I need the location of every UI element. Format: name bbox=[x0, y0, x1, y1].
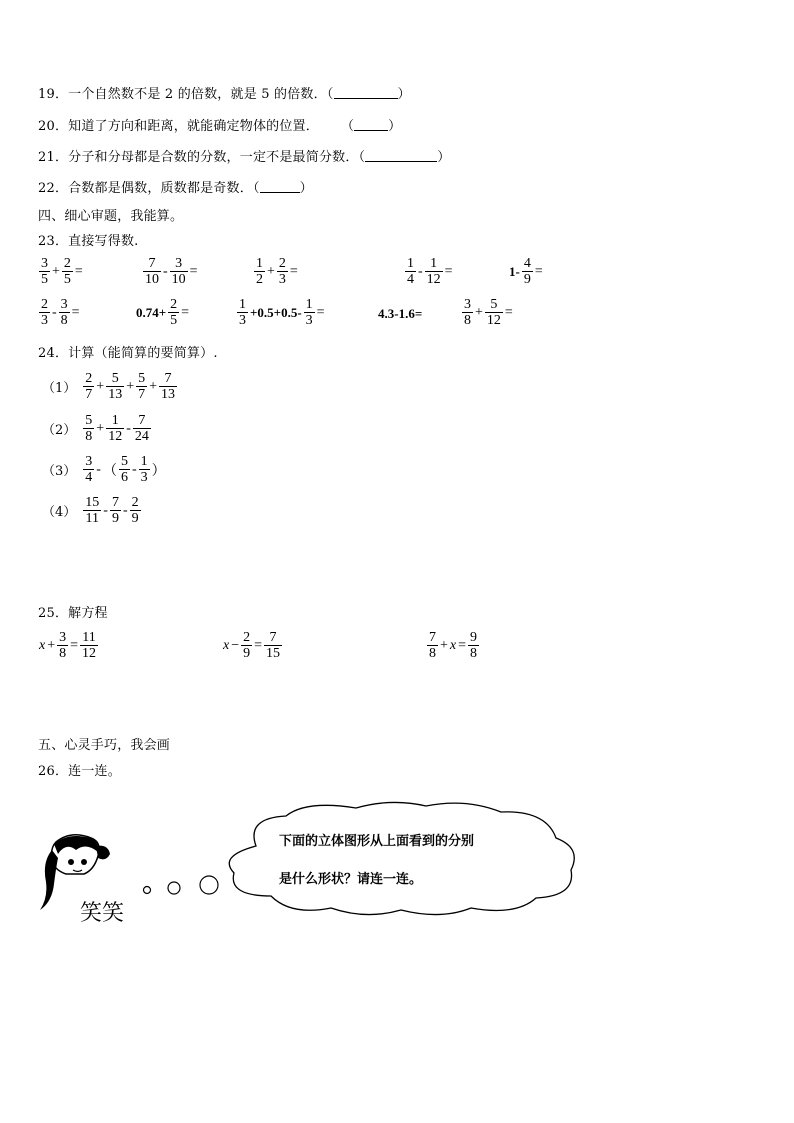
question-number: 19． bbox=[38, 87, 69, 102]
fraction: $\frac{7}{10}$ bbox=[145, 256, 159, 287]
cloud-text-line-2: 是什么形状？请连一连。 bbox=[279, 872, 423, 887]
question-number: 22． bbox=[38, 181, 69, 196]
calc-4.3-minus-1.6: 4.3-1.6= bbox=[378, 306, 423, 321]
calc-0.74-plus-2-5: 0.74+ $\frac{2}{5}$ = bbox=[136, 297, 190, 328]
section-4-title: 四、细心审题，我能算。 bbox=[38, 209, 184, 224]
fraction: $\frac{3}{5}$ bbox=[41, 256, 48, 287]
fraction: $\frac{1}{3}$ bbox=[239, 297, 246, 328]
answer-blank[interactable] bbox=[260, 180, 300, 193]
question-22: 22．合数都是偶数，质数都是奇数．（ ） bbox=[38, 181, 313, 196]
question-20: 20．知道了方向和距离，就能确定物体的位置． （ ） bbox=[38, 119, 402, 134]
fraction: $\frac{2}{5}$ bbox=[170, 297, 178, 328]
equation-2: x − $\frac{2}{9}$ = $\frac{7}{15}$ bbox=[223, 630, 281, 661]
answer-blank[interactable] bbox=[354, 118, 388, 131]
question-text: 知道了方向和距离，就能确定物体的位置． bbox=[68, 119, 319, 134]
answer-blank[interactable] bbox=[365, 149, 437, 162]
fraction: $\frac{2}{3}$ bbox=[278, 256, 286, 287]
fraction: $\frac{3}{8}$ bbox=[60, 297, 68, 328]
question-number: 20． bbox=[38, 119, 69, 134]
calc-3-8-plus-5-12: $\frac{3}{8}$ + $\frac{5}{12}$ = bbox=[464, 297, 513, 328]
speech-cloud bbox=[216, 798, 586, 920]
calc-1-minus-4-9: 1- $\frac{4}{9}$ = bbox=[509, 256, 543, 287]
question-text: 一个自然数不是 2 的倍数，就是 5 的倍数．（ bbox=[68, 87, 334, 102]
question-21: 21．分子和分母都是合数的分数，一定不是最简分数．（ ） bbox=[38, 150, 451, 165]
calc-24-1: （1） $\frac{2}{7}$ + $\frac{5}{13}$ + $\frac{5}{7}$ + $\frac{7}{13}$ bbox=[42, 371, 175, 402]
fraction: $\frac{1}{12}$ bbox=[426, 256, 441, 287]
calc-24-2: （2） $\frac{5}{8}$ + $\frac{1}{12}$ - $\frac{7}{24}$ bbox=[42, 413, 149, 444]
calc-2-3-minus-3-8: $\frac{2}{3}$ - $\frac{3}{8}$ = bbox=[41, 297, 80, 328]
equation-1: x + $\frac{3}{8}$ = $\frac{11}{12}$ bbox=[39, 630, 97, 661]
fraction: $\frac{5}{12}$ bbox=[486, 297, 501, 328]
question-text: 分子和分母都是合数的分数，一定不是最简分数．（ bbox=[68, 150, 366, 165]
fraction: $\frac{2}{5}$ bbox=[63, 256, 71, 287]
question-23-title: 23．直接写得数. bbox=[38, 234, 139, 249]
question-text: 合数都是偶数，质数都是奇数．（ bbox=[68, 181, 260, 196]
calc-24-3: （3） $\frac{3}{4}$ - （ $\frac{5}{6}$ - $\frac{1}{3}$ ） bbox=[42, 454, 166, 485]
fraction: $\frac{3}{8}$ bbox=[464, 297, 471, 328]
calc-7-10-minus-3-10: $\frac{7}{10}$ - $\frac{3}{10}$ = bbox=[145, 256, 198, 287]
fraction: $\frac{3}{10}$ bbox=[171, 256, 186, 287]
fraction: $\frac{1}{2}$ bbox=[256, 256, 263, 287]
calc-24-4: （4） $\frac{15}{11}$ - $\frac{7}{9}$ - $\frac{2}{9}$ bbox=[42, 495, 139, 526]
question-26-title: 26．连一连。 bbox=[38, 764, 121, 779]
fraction: $\frac{1}{4}$ bbox=[407, 256, 414, 287]
question-25-title: 25．解方程 bbox=[38, 606, 108, 621]
cloud-text-line-1: 下面的立体图形从上面看到的分别 bbox=[279, 834, 475, 849]
question-number: 21． bbox=[38, 150, 69, 165]
answer-blank[interactable] bbox=[334, 86, 398, 99]
thought-dots-icon bbox=[140, 870, 222, 900]
fraction: $\frac{2}{3}$ bbox=[41, 297, 48, 328]
equation-3: $\frac{7}{8}$ + x = $\frac{9}{8}$ bbox=[429, 630, 478, 661]
question-24-title: 24．计算（能简算的要简算）. bbox=[38, 346, 218, 361]
calc-1-3-plus-0.5-plus-0.5-minus-1-3: $\frac{1}{3}$ +0.5+0.5- $\frac{1}{3}$ = bbox=[239, 297, 325, 328]
fraction: $\frac{1}{3}$ bbox=[305, 297, 313, 328]
section-5-title: 五、心灵手巧，我会画 bbox=[38, 738, 171, 753]
calc-1-2-plus-2-3: $\frac{1}{2}$ + $\frac{2}{3}$ = bbox=[256, 256, 298, 287]
cartoon-label: 笑笑 bbox=[80, 901, 125, 926]
question-19: 19．一个自然数不是 2 的倍数，就是 5 的倍数．（ ） bbox=[38, 87, 411, 102]
calc-3-5-plus-2-5: $\frac{3}{5}$ + $\frac{2}{5}$ = bbox=[41, 256, 83, 287]
fraction: $\frac{4}{9}$ bbox=[523, 256, 531, 287]
calc-1-4-minus-1-12: $\frac{1}{4}$ - $\frac{1}{12}$ = bbox=[407, 256, 453, 287]
